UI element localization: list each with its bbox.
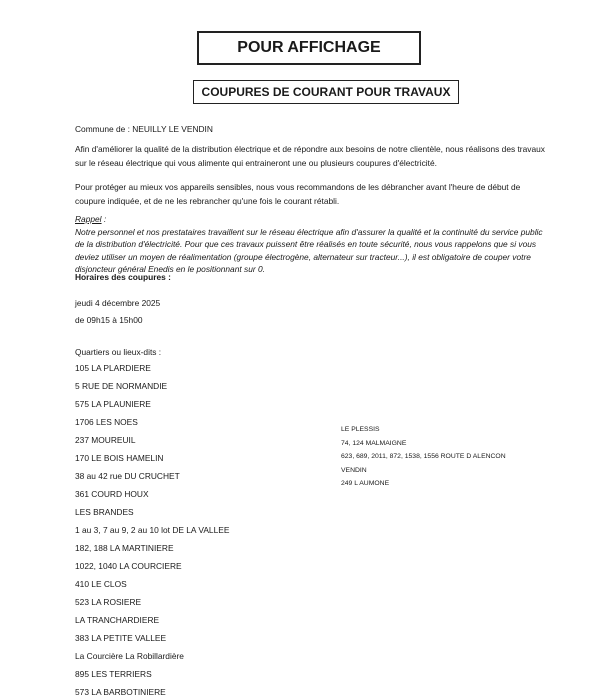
- location-item: 383 LA PETITE VALLEE: [75, 633, 167, 643]
- location-item: LES BRANDES: [75, 507, 134, 517]
- rappel-block: [75, 213, 545, 276]
- commune: Commune de : NEUILLY LE VENDIN: [75, 124, 213, 134]
- location-item: 1706 LES NOES: [75, 417, 138, 427]
- location-item: 361 COURD HOUX: [75, 489, 149, 499]
- location-item: 623, 689, 2011, 872, 1538, 1556 ROUTE D ALENCON: [341, 453, 506, 460]
- page-title: POUR AFFICHAGE: [237, 39, 381, 56]
- location-item: 249 L AUMONE: [341, 480, 390, 487]
- page-subtitle: COUPURES DE COURANT POUR TRAVAUX: [201, 85, 451, 99]
- cut-date: jeudi 4 décembre 2025: [75, 298, 161, 308]
- location-item: 74, 124 MALMAIGNE: [341, 439, 407, 447]
- location-item: La Courcière La Robillardière: [75, 651, 184, 661]
- intro-paragraph: Afin d'améliorer la qualité de la distribution électrique et de répondre aux besoins de notre clientèle, nous réalisons des travaux sur le réseau électrique qui vous alimente qui entraineront une ou plusieurs coupures d'électricité.: [75, 144, 545, 168]
- location-item: 182, 188 LA MARTINIERE: [75, 543, 174, 553]
- location-item: 105 LA PLARDIERE: [75, 363, 151, 373]
- location-item: 38 au 42 rue DU CRUCHET: [75, 471, 180, 481]
- location-item: 523 LA ROSIERE: [75, 597, 142, 607]
- rappel-label: Rappel: [75, 214, 102, 224]
- location-item: LE PLESSIS: [341, 426, 380, 433]
- location-item: VENDIN: [341, 466, 367, 474]
- location-item: 410 LE CLOS: [75, 579, 127, 589]
- location-item: 895 LES TERRIERS: [75, 669, 152, 679]
- advice-paragraph: Pour protéger au mieux vos appareils sensibles, nous vous recommandons de les débrancher avant l'heure de début de coupure indiquée, et de ne les rebrancher qu'une fois le courant rétabli.: [75, 182, 521, 206]
- quartiers-heading: Quartiers ou lieux-dits :: [75, 347, 162, 357]
- rappel-text: Notre personnel et nos prestataires travaillent sur le réseau électrique afin d'assurer la qualité et la continuité du service public de la distribution d'électricité. Pour que ces travaux puissent être réalisés en toute sécurité, nous vous rappelons que si vous deviez utiliser un moyen de réalimentation (groupe électrogène, alternateur sur tracteur...), il est obligatoire de couper votre disjoncteur général Enedis en le positionnant sur 0.: [75, 226, 543, 274]
- title-box: [197, 31, 421, 65]
- horaires-heading: Horaires des coupures :: [75, 272, 171, 282]
- rappel-colon: :: [101, 214, 107, 224]
- location-item: 1 au 3, 7 au 9, 2 au 10 lot DE LA VALLEE: [75, 525, 230, 535]
- location-item: 573 LA BARBOTINIERE: [75, 687, 166, 697]
- location-item: 1022, 1040 LA COURCIERE: [75, 561, 182, 571]
- subtitle-box: [193, 80, 459, 104]
- cut-time: de 09h15 à 15h00: [75, 315, 143, 325]
- location-item: 170 LE BOIS HAMELIN: [75, 453, 164, 463]
- location-item: 237 MOUREUIL: [75, 435, 136, 445]
- location-item: 5 RUE DE NORMANDIE: [75, 381, 168, 391]
- location-item: LA TRANCHARDIERE: [75, 615, 160, 625]
- location-item: 575 LA PLAUNIERE: [75, 399, 151, 409]
